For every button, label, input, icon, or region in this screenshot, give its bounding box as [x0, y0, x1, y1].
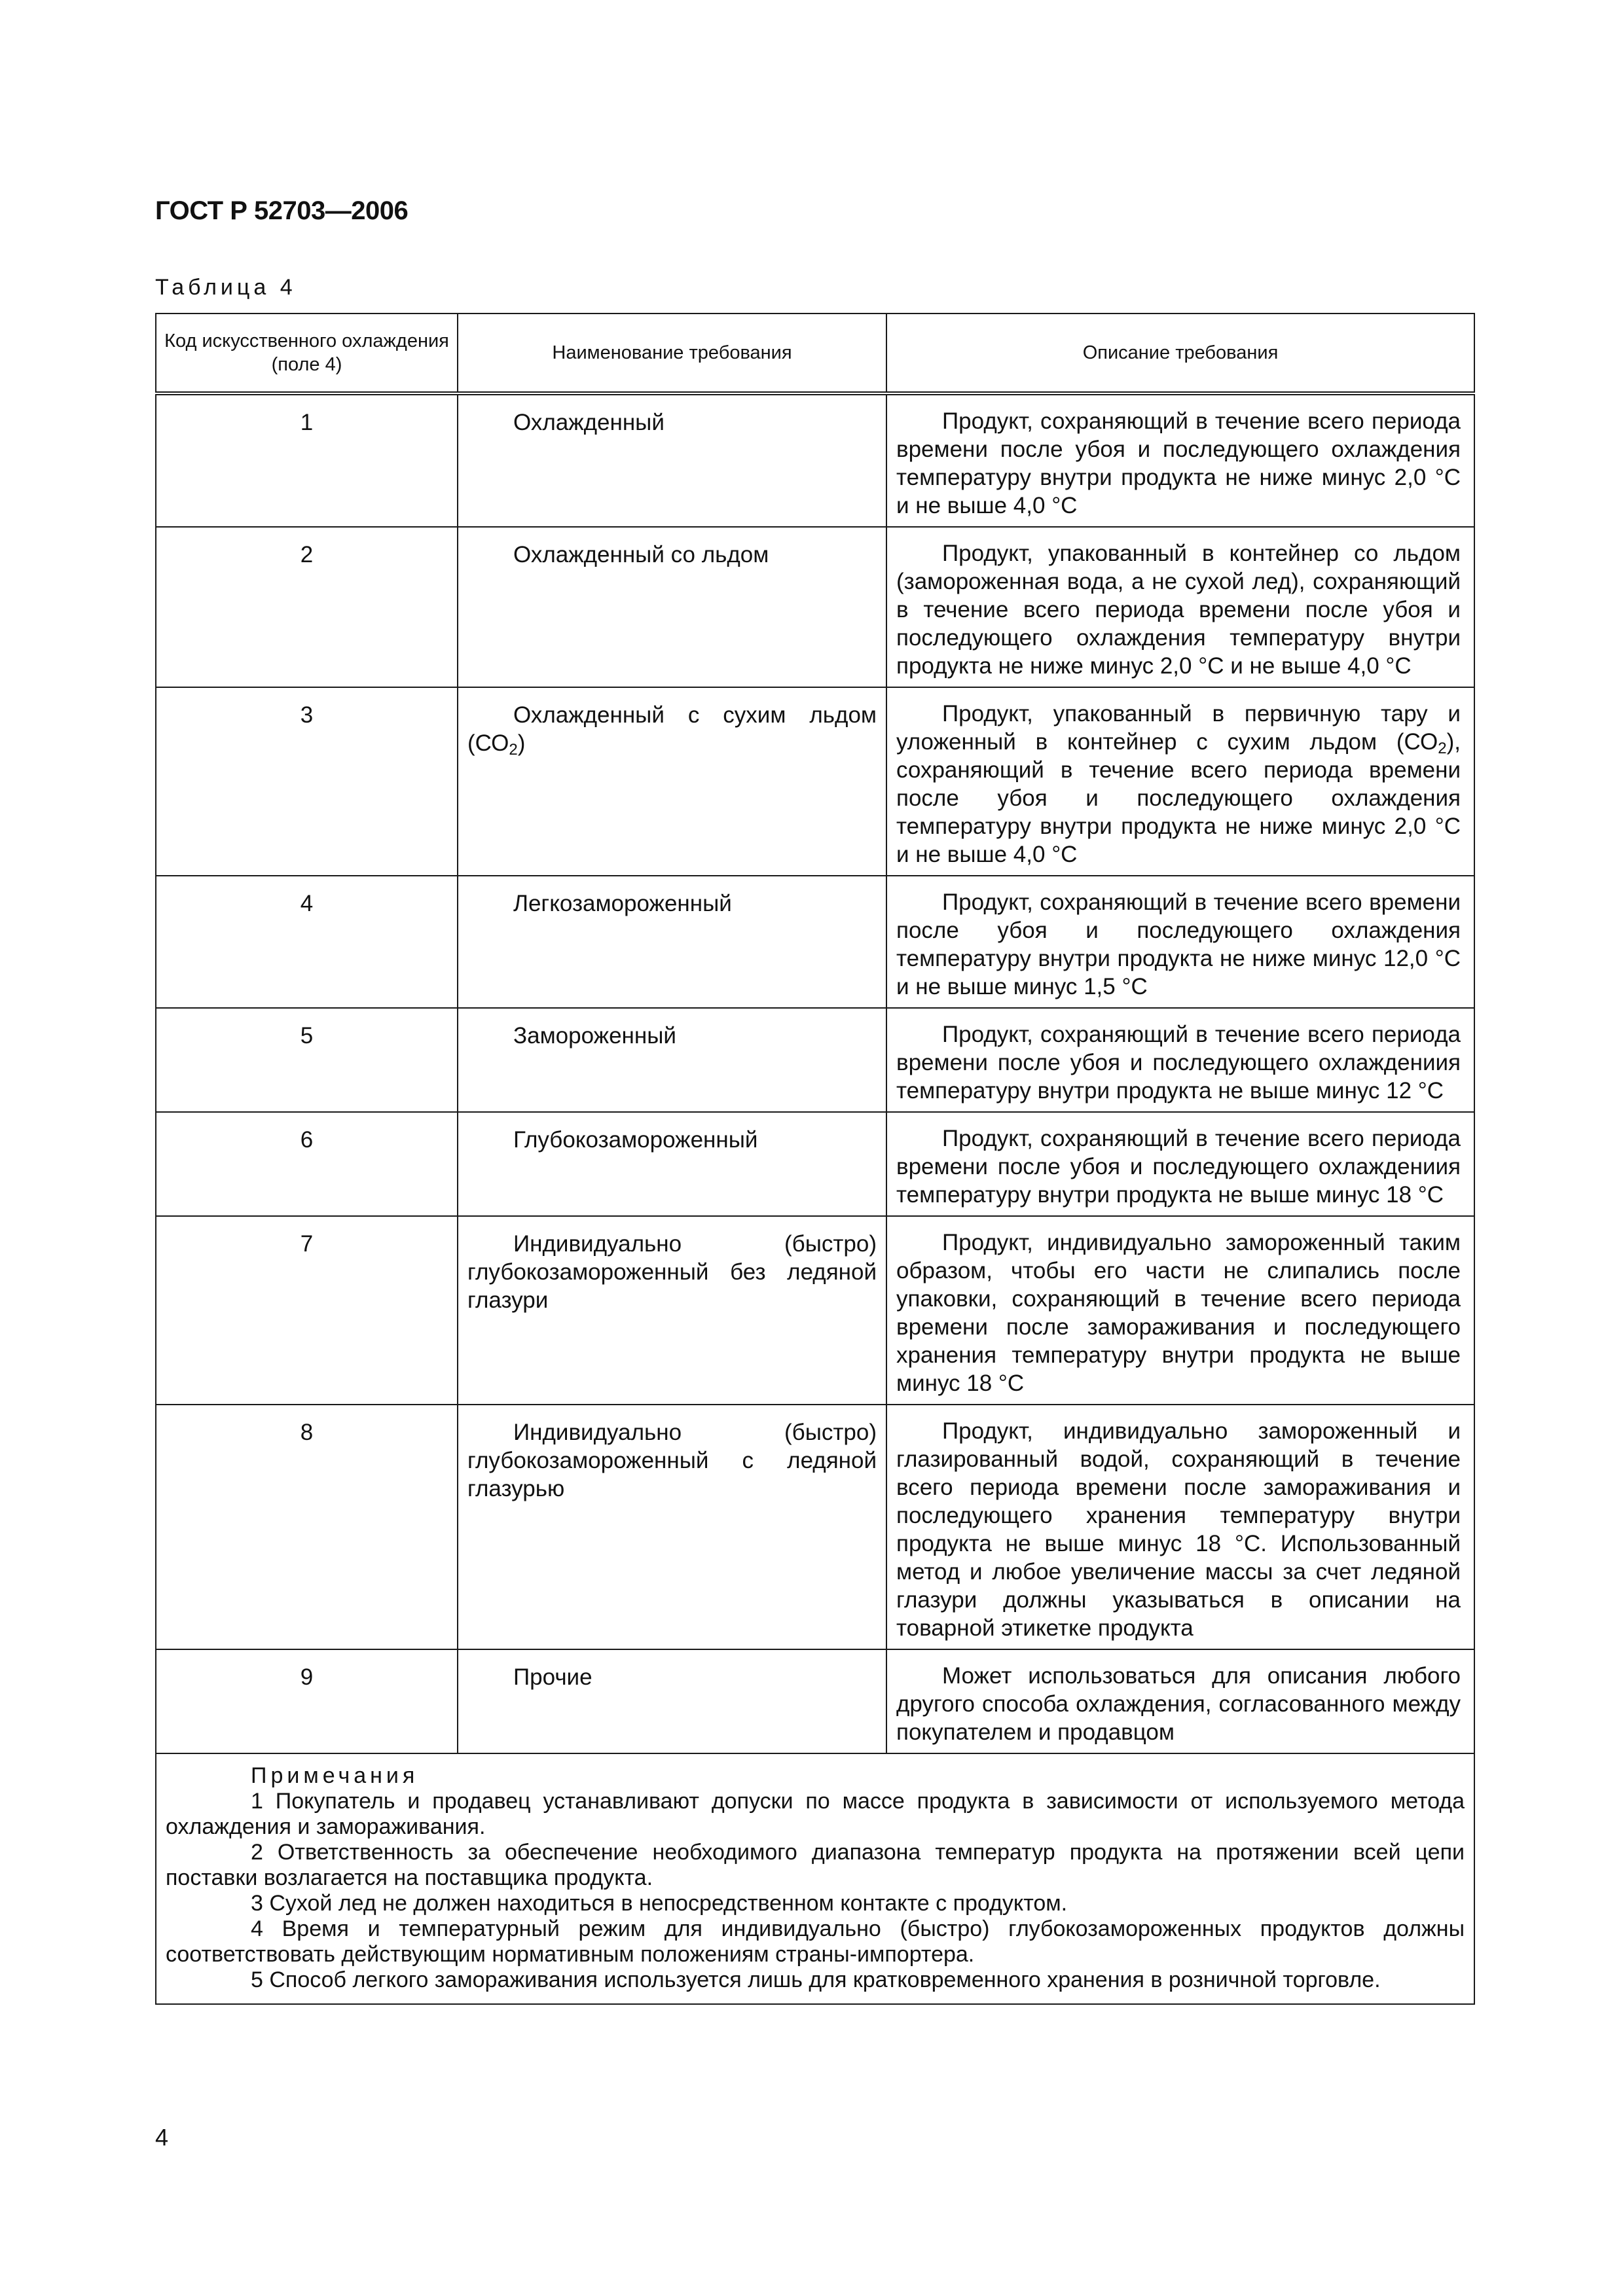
- row-description: [886, 687, 1474, 876]
- table-row: [156, 527, 1474, 687]
- table-row: [156, 1008, 1474, 1112]
- table-row: [156, 1649, 1474, 1753]
- row-description: Продукт, сохраняющий в течение всего периода времени после убоя и последующего охлаждения температуру внутри продукта не ниже минус 2,0 °С и не выше 4,0 °С: [886, 393, 1474, 527]
- row-description: Продукт, упакованный в контейнер со льдом (замороженная вода, а не сухой лед), сохраняющий в течение всего периода времени после убоя и последующего охлаждения температуру внутри продукта не ниже минус 2,0 °С и не выше 4,0 °С: [886, 527, 1474, 687]
- subscript: 2: [509, 741, 518, 759]
- subscript: 2: [1438, 740, 1447, 757]
- requirements-table: [155, 313, 1475, 2005]
- row-name: Замороженный: [458, 1008, 886, 1112]
- row-name: Охлажденный: [458, 393, 886, 527]
- row-code: 8: [156, 1405, 458, 1649]
- row-code: 5: [156, 1008, 458, 1112]
- row-code: 6: [156, 1112, 458, 1216]
- table-row: [156, 1405, 1474, 1649]
- row-name: [458, 687, 886, 876]
- row-name: Индивидуально (быстро) глубокозамороженный без ледяной глазури: [458, 1216, 886, 1405]
- table-header-row: [156, 314, 1474, 393]
- row-description: Продукт, сохраняющий в течение всего периода времени после убоя и последующего охлаждениия температуру внутри продукта не выше минус 18 °С: [886, 1112, 1474, 1216]
- column-header-name: Наименование требования: [458, 314, 886, 393]
- row-description: Продукт, сохраняющий в течение всего времени после убоя и последующего охлаждения температуру внутри продукта не ниже минус 12,0 °С и не выше минус 1,5 °С: [886, 876, 1474, 1008]
- table-row: [156, 876, 1474, 1008]
- note-item: 2 Ответственность за обеспечение необходимого диапазона температур продукта на протяжении всей цепи поставки возлагается на поставщика продукта.: [166, 1840, 1465, 1890]
- note-item: 5 Способ легкого замораживания используется лишь для кратковременного хранения в розничной торговле.: [251, 1967, 1381, 1992]
- row-description: Может использоваться для описания любого другого способа охлаждения, согласованного между покупателем и продавцом: [886, 1649, 1474, 1753]
- note-item: 4 Время и температурный режим для индивидуально (быстро) глубокозамороженных продуктов должны соответствовать действующим нормативным положениям страны-импортера.: [166, 1916, 1465, 1967]
- row-code: 3: [156, 687, 458, 876]
- row-code: 9: [156, 1649, 458, 1753]
- table-row: [156, 1112, 1474, 1216]
- row-name: Прочие: [458, 1649, 886, 1753]
- column-header-code: Код искусственного охлаждения (поле 4): [156, 314, 458, 393]
- row-description: Продукт, сохраняющий в течение всего периода времени после убоя и последующего охлаждениия температуру внутри продукта не выше минус 12 °С: [886, 1008, 1474, 1112]
- row-name-text: ): [517, 730, 526, 756]
- row-name-text: Охлажденный с сухим льдом (СО: [467, 702, 877, 756]
- notes-title: Примечания: [251, 1763, 419, 1788]
- row-name: Глубокозамороженный: [458, 1112, 886, 1216]
- notes-cell: [156, 1753, 1474, 2004]
- table-row: [156, 393, 1474, 527]
- row-code: 1: [156, 393, 458, 527]
- row-name: Индивидуально (быстро) глубокозамороженный с ледяной глазурью: [458, 1405, 886, 1649]
- row-code: 2: [156, 527, 458, 687]
- notes-row: [156, 1753, 1474, 2004]
- page-number: 4: [155, 2124, 169, 2151]
- row-name: Охлажденный со льдом: [458, 527, 886, 687]
- row-description: Продукт, индивидуально замороженный таким образом, чтобы его части не слипались после упаковки, сохраняющий в течение всего периода времени после замораживания и последующего хранения температуру внутри продукта не выше минус 18 °С: [886, 1216, 1474, 1405]
- row-description-text: Продукт, упакованный в первичную тару и уложенный в контейнер с сухим льдом (СО: [896, 701, 1461, 755]
- row-code: 7: [156, 1216, 458, 1405]
- row-name: Легкозамороженный: [458, 876, 886, 1008]
- table-caption: Таблица 4: [155, 275, 297, 300]
- document-header: ГОСТ Р 52703—2006: [155, 196, 409, 225]
- table-row: [156, 1216, 1474, 1405]
- row-description-text: ), сохраняющий в течение всего периода времени после убоя и последующего охлаждения температуру внутри продукта не ниже минус 2,0 °С и не выше 4,0 °С: [896, 729, 1461, 867]
- table-row: [156, 687, 1474, 876]
- note-item: 3 Сухой лед не должен находиться в непосредственном контакте с продуктом.: [251, 1891, 1068, 1916]
- row-code: 4: [156, 876, 458, 1008]
- note-item: 1 Покупатель и продавец устанавливают допуски по массе продукта в зависимости от используемого метода охлаждения и замораживания.: [166, 1789, 1465, 1839]
- column-header-description: Описание требования: [886, 314, 1474, 393]
- row-description: Продукт, индивидуально замороженный и глазированный водой, сохраняющий в течение всего периода времени после замораживания и последующего хранения температуру внутри продукта не выше минус 18 °С. Использованный метод и любое увеличение массы за счет ледяной глазури должны указываться в описании на товарной этикетке продукта: [886, 1405, 1474, 1649]
